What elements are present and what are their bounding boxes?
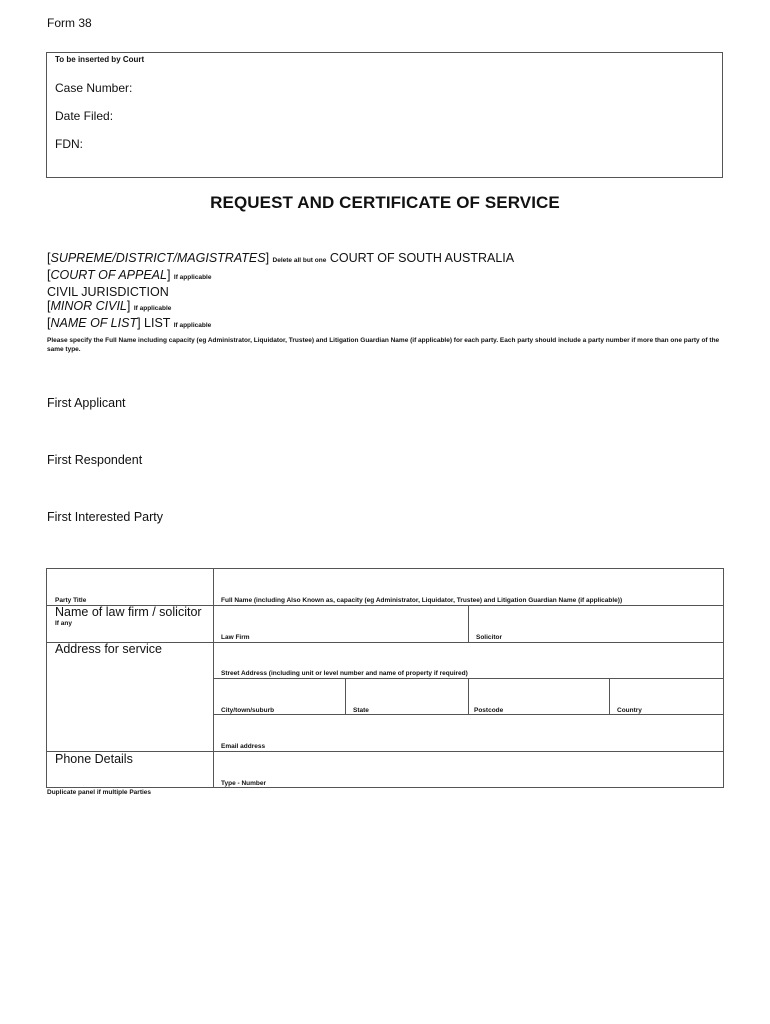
date-filed-label: Date Filed: <box>55 109 114 123</box>
party-first-applicant: First Applicant <box>47 396 126 410</box>
address-label: Address for service <box>55 642 162 656</box>
party-first-respondent: First Respondent <box>47 453 143 467</box>
grid-city-divider <box>345 678 346 714</box>
court-line-1-rest: COURT OF SOUTH AUSTRALIA <box>329 251 515 265</box>
postcode-caption: Postcode <box>474 707 504 714</box>
court-line-1: [SUPREME/DISTRICT/MAGISTRATES] Delete all but one COURT OF SOUTH AUSTRALIA <box>47 251 515 265</box>
form-number: Form 38 <box>47 16 92 30</box>
fdn-label: FDN: <box>55 137 83 151</box>
grid-row-line-4 <box>213 714 723 715</box>
phone-caption: Type - Number <box>221 780 267 787</box>
email-caption: Email address <box>221 743 266 750</box>
list-name-text: NAME OF LIST <box>50 316 138 330</box>
court-line-5: [NAME OF LIST] LIST If applicable <box>47 316 212 330</box>
grid-row-line-5 <box>213 751 723 752</box>
court-line-5-rest: LIST <box>144 316 171 330</box>
minor-civil-text: MINOR CIVIL <box>50 299 127 313</box>
state-caption: State <box>353 707 369 714</box>
grid-postcode-divider <box>609 678 610 714</box>
party-title-caption: Party Title <box>55 597 87 604</box>
case-number-label: Case Number: <box>55 81 133 95</box>
court-line-4-note: If applicable <box>133 305 172 312</box>
party-details-panel <box>46 568 724 788</box>
court-line-1-note: Delete all but one <box>272 257 327 264</box>
court-line-5-note: If applicable <box>173 322 212 329</box>
court-box-heading: To be inserted by Court <box>55 55 145 64</box>
party-first-interested: First Interested Party <box>47 510 164 524</box>
document-title: REQUEST AND CERTIFICATE OF SERVICE <box>210 193 560 212</box>
full-name-caption: Full Name (including Also Known as, capacity (eg Administrator, Liquidator, Trustee) and Litigation Guardian Name (if applicable)) <box>221 597 623 604</box>
court-line-2-note: If applicable <box>173 274 212 281</box>
phone-label: Phone Details <box>55 752 133 766</box>
grid-row-line-2 <box>213 642 723 643</box>
party-instruction: Please specify the Full Name including capacity (eg Administrator, Liquidator, Trustee) and Litigation Guardian Name (if applicable) for each party. Each party should include a party number if more than one party of the same type. <box>47 337 720 353</box>
street-caption: Street Address (including unit or level number and name of property if required) <box>221 670 468 677</box>
court-appeal-text: COURT OF APPEAL <box>50 268 167 282</box>
grid-state-divider <box>468 678 469 714</box>
law-firm-caption: Law Firm <box>221 634 250 641</box>
court-type-text: SUPREME/DISTRICT/MAGISTRATES <box>50 251 266 265</box>
court-line-3: CIVIL JURISDICTION <box>47 285 169 299</box>
law-firm-label: Name of law firm / solicitor <box>55 605 202 619</box>
country-caption: Country <box>617 707 642 714</box>
grid-firm-divider <box>468 605 469 642</box>
court-designation <box>47 251 514 333</box>
duplicate-panel-note: Duplicate panel if multiple Parties <box>47 789 152 796</box>
court-use-box <box>46 52 723 178</box>
court-line-2: [COURT OF APPEAL] If applicable <box>47 268 212 282</box>
solicitor-caption: Solicitor <box>476 634 503 641</box>
city-caption: City/town/suburb <box>221 707 275 714</box>
court-line-4: [MINOR CIVIL] If applicable <box>47 299 172 313</box>
law-firm-sub: If any <box>55 620 72 627</box>
